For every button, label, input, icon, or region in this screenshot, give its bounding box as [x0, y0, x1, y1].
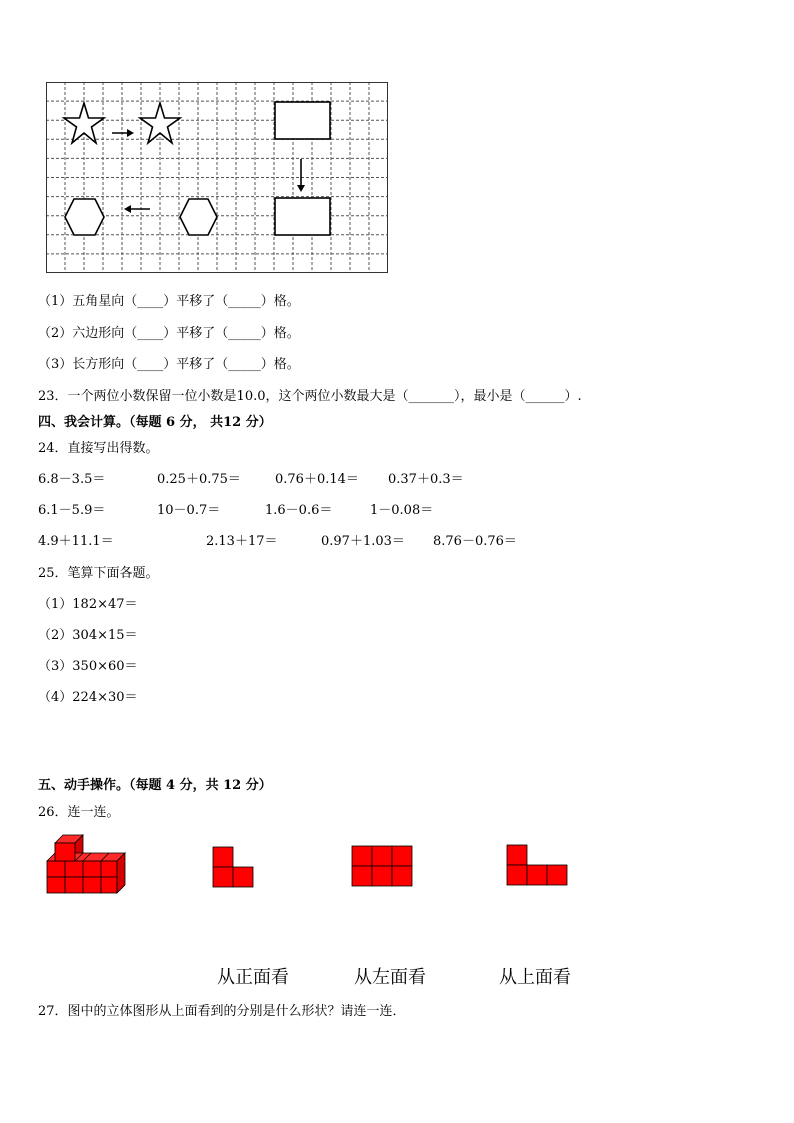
q25-item: （1）182×47＝ — [38, 597, 138, 612]
calc-item: 0.76＋0.14＝ — [275, 472, 359, 487]
view-shape-rectangle-3x2 — [351, 845, 413, 887]
view-shape-l-wide — [506, 844, 568, 886]
grid-lines — [46, 82, 388, 273]
calc-item: 10－0.7＝ — [157, 503, 221, 518]
q23-text: 23．一个两位小数保留一位小数是10.0，这个两位小数最大是（_______），最小是（______）. — [38, 389, 582, 404]
q24-prompt: 24．直接写出得数。 — [38, 441, 159, 456]
calc-item: 1－0.08＝ — [370, 503, 434, 518]
calc-item: 6.1－5.9＝ — [38, 503, 106, 518]
section4-title: 四、我会计算。（每题 6 分， 共12 分） — [38, 415, 272, 430]
hexagon-translated-icon — [180, 199, 217, 235]
rectangle-original-icon — [275, 102, 330, 139]
calc-item: 4.9＋11.1＝ — [38, 534, 114, 549]
cube-stack-3d-figure — [45, 833, 127, 895]
calc-item: 2.13＋17＝ — [206, 534, 278, 549]
hexagon-original-icon — [65, 199, 104, 235]
q22-sub3: （3）长方形向（____）平移了（_____）格。 — [38, 357, 300, 372]
calc-item: 0.97＋1.03＝ — [321, 534, 405, 549]
q22-sub2: （2）六边形向（____）平移了（_____）格。 — [38, 326, 300, 341]
q22-sub1: （1）五角星向（____）平移了（_____）格。 — [38, 294, 300, 309]
calc-item: 6.8－3.5＝ — [38, 472, 106, 487]
label-left-view: 从左面看 — [354, 967, 426, 988]
translation-grid-figure — [46, 82, 388, 273]
section5-title: 五、动手操作。（每题 4 分，共 12 分） — [38, 778, 272, 793]
view-shape-l-small — [212, 846, 256, 888]
q25-item: （4）224×30＝ — [38, 690, 138, 705]
q26-prompt: 26．连一连。 — [38, 805, 120, 820]
q25-item: （2）304×15＝ — [38, 628, 138, 643]
calc-item: 1.6－0.6＝ — [265, 503, 333, 518]
label-top-view: 从上面看 — [499, 967, 571, 988]
q25-prompt: 25．笔算下面各题。 — [38, 566, 159, 581]
calc-item: 0.25＋0.75＝ — [157, 472, 241, 487]
q27-text: 27．图中的立体图形从上面看到的分别是什么形状？请连一连． — [38, 1004, 406, 1019]
q25-item: （3）350×60＝ — [38, 659, 138, 674]
calc-item: 0.37＋0.3＝ — [388, 472, 464, 487]
rectangle-translated-icon — [275, 198, 330, 235]
label-front-view: 从正面看 — [217, 967, 289, 988]
calc-item: 8.76－0.76＝ — [433, 534, 517, 549]
